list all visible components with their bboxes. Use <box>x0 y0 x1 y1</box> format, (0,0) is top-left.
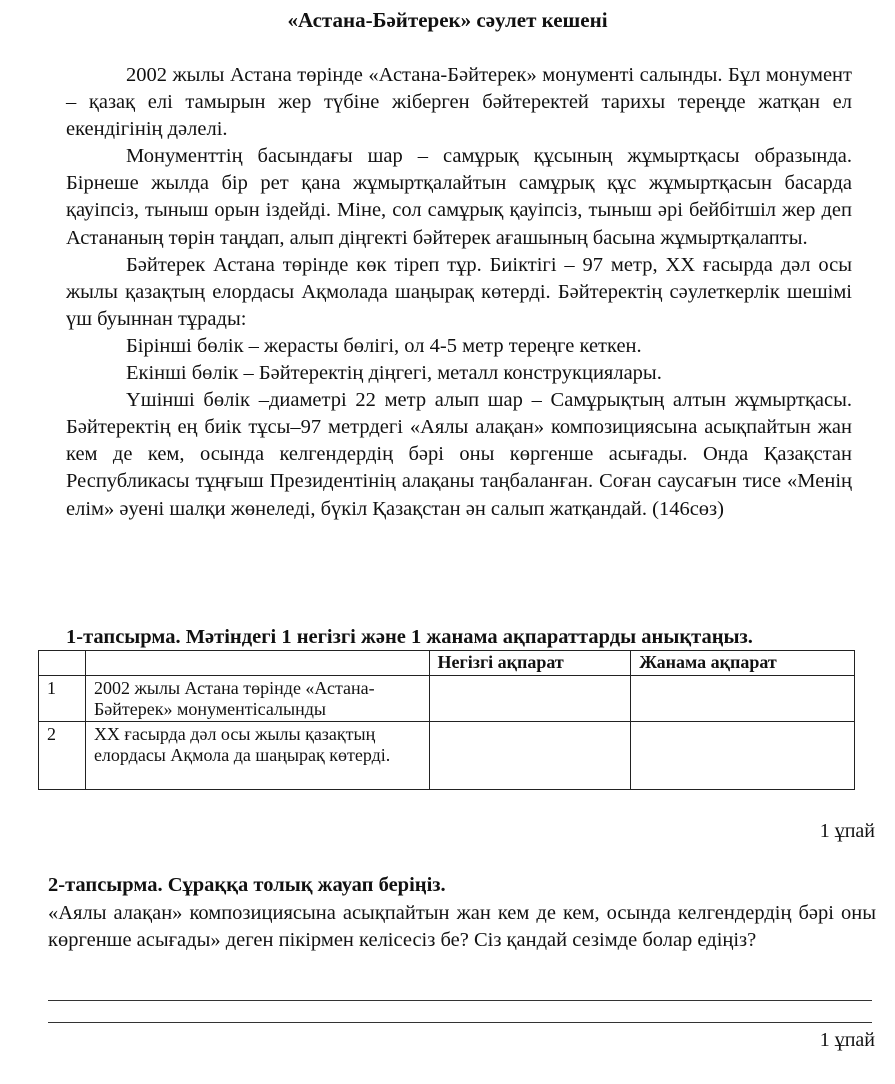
task2-score: 1 ұпай <box>819 1029 875 1051</box>
passage-paragraph: 2002 жылы Астана төрінде «Астана-Бәйтерек» монументі салынды. Бұл монумент – қазақ елі тамырын жер түбіне жіберген бәйтеректей тарихы тереңде жатқан ел екендігінің дәлелі. <box>66 64 852 141</box>
side-info-answer-cell[interactable] <box>631 676 855 722</box>
row-text: ХХ ғасырда дәл осы жылы қазақтың елордасы Ақмола да шаңырақ көтерді. <box>85 722 429 790</box>
table-row <box>39 722 855 790</box>
answer-line[interactable] <box>48 1022 872 1023</box>
task2-heading: 2-тапсырма. Сұраққа толық жауап беріңіз. <box>48 874 446 896</box>
main-info-answer-cell[interactable] <box>429 676 631 722</box>
passage-paragraph: Екінші бөлік – Бәйтеректің діңгегі, металл конструкциялары. <box>126 362 662 385</box>
table-row <box>39 676 855 722</box>
answer-line[interactable] <box>48 1000 872 1001</box>
task1-score: 1 ұпай <box>819 820 875 842</box>
header-main-info: Негізгі ақпарат <box>429 651 631 676</box>
passage-paragraph: Бәйтерек Астана төрінде көк тіреп тұр. Биіктігі – 97 метр, ХХ ғасырда дәл осы жылы қазақтың елордасы Ақмолада шаңырақ көтерді. Бәйтеректің сәулеткерлік шешімі үш буыннан тұрады: <box>66 253 852 330</box>
side-info-answer-cell[interactable] <box>631 722 855 790</box>
table-header-row <box>39 651 855 676</box>
document-title: «Астана-Бәйтерек» сәулет кешені <box>287 8 608 32</box>
header-num-cell <box>39 651 86 676</box>
row-text: 2002 жылы Астана төрінде «Астана-Бәйтерек» монументісалынды <box>85 676 429 722</box>
row-number: 2 <box>39 722 86 790</box>
passage-paragraph: Үшінші бөлік –диаметрі 22 метр алып шар – Самұрықтың алтын жұмыртқасы. Бәйтеректің ең биік тұсы–97 метрдегі «Аялы алақан» композициясына асықпайтын жан кем де кем, осында келгендердің бәрі оны көргенше асығады. Онда Қазақстан Республикасы тұңғыш Президентінің алақаны таңбаланған. Соған саусағын тисе «Менің елім» әуені шалқи жөнеледі, бүкіл Қазақстан ән салып жатқандай. (146сөз) <box>66 389 852 520</box>
passage-paragraph: Бірінші бөлік – жерасты бөлігі, ол 4-5 метр тереңге кеткен. <box>126 334 642 357</box>
task2-question: «Аялы алақан» композициясына асықпайтын жан кем де кем, осында келгендердің бәрі оны көргенше асығады» деген пікірмен келісесіз бе? Сіз қандай сезімде болар едіңіз? <box>48 901 876 951</box>
task1-heading: 1-тапсырма. Мәтіндегі 1 негізгі және 1 жанама ақпараттарды анықтаңыз. <box>66 626 753 648</box>
passage-paragraph: Монументтің басындағы шар – самұрық құсының жұмыртқасы образында. Бірнеше жылда бір рет қана жұмыртқалайтын самұрық құс жұмыртқасын басарда қауіпсіз, тыныш орын іздейді. Міне, сол самұрық қауіпсіз, тыныш әрі бейбітшіл жер деп Астананың төрін таңдап, алып діңгекті бәйтерек ағашының басына жұмыртқалапты. <box>66 145 852 249</box>
main-info-answer-cell[interactable] <box>429 722 631 790</box>
header-side-info: Жанама ақпарат <box>631 651 855 676</box>
row-number: 1 <box>39 676 86 722</box>
header-text-cell <box>85 651 429 676</box>
task2-block <box>48 872 876 955</box>
info-table <box>38 650 855 790</box>
reading-passage <box>66 62 852 523</box>
